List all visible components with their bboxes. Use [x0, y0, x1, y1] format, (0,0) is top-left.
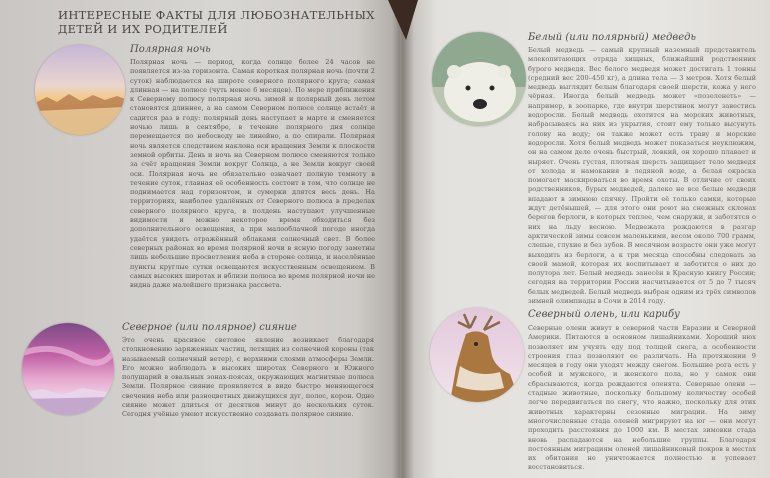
book-gutter: [392, 0, 414, 478]
polar-bear-illustration: [432, 32, 526, 126]
polar-bear-heading: Белый (или полярный) медведь: [528, 32, 696, 43]
aurora-illustration: [22, 323, 114, 415]
page-title: ИНТЕРЕСНЫЕ ФАКТЫ ДЛЯ ЛЮБОЗНАТЕЛЬНЫХ ДЕТЕЙ И ИХ РОДИТЕЛЕЙ: [58, 8, 375, 36]
reindeer-illustration: [430, 308, 524, 402]
aurora-text: Это очень красивое световое явление возникает благодаря столкновению заряженных частиц, летящих из солнечной короны (так называемый солнечный ветер), с верхними слоями атмосферы Земли. Его можно наблюдать в высоких широтах Северного и Южного полушарий в овальных зонах-поясах, окружающих магнитные полюса Земли. Полярное сияние проявляется в виде быстро меняющегося свечения неба или разноцветных движущихся дуг, полос, корон. Одно сияние может длиться от десятков минут до нескольких суток. Сегодня учёные умеют искусственно создавать полярное сияние.: [122, 336, 374, 419]
polar-night-text: Полярная ночь — период, когда солнце более 24 часов не появляется из-за горизонта. Самая короткая полярная ночь (почти 2 суток) наблюдается на широте северного полярного круга; самая длинная — на полюсе (чуть менее 6 месяцев). По мере приближения к Северному полюсу полярная ночь зимой и полярный день летом становятся длиннее, а на самом Северном полюсе солнце встаёт и садится раз в году: полярный день наступает в марте и сменяется ночью лишь в сентябре, в течение полярного дня солнце перемещается по небосводу не линейно, а по спирали. Полярная ночь является следствием наклона оси вращения Земли к плоскости земной орбиты. День и ночь на Северном полюсе сменяются только за счёт вращения Земли вокруг Солнца, а не Земли вокруг своей оси. Полярная ночь не обязательно означает полную темноту в течение суток, главная её особенность состоит в том, что солнце не поднимается над горизонтом, и сумерки длятся весь день. На территориях, наиболее удалённых от Северного полюса в пределах северного полярного круга, в полдень наступают улучшенные видимости и можно некоторое время обходиться без дополнительного освещения, а при малооблачной погоде иногда удаётся увидеть отражённый облаками солнечный свет. В более северных районах во время полярной ночи в ясную погоду заметны лишь небольшие просветления неба в стороне солнца, и населённые пункты круглые сутки освещаются искусственным освещением. В самых высоких широтах и вблизи полюса во время полярной ночи не видна даже малейшего признака рассвета.: [130, 58, 375, 290]
reindeer-heading: Северный олень, или карибу: [528, 309, 680, 320]
reindeer-text: Северные олени живут в северной части Евразии и Северной Америки. Питаются в основном лишайниками. Хороший нюх позволяет им учуять еду под толщей снега, а особенности строения глаз позволяют ее различать. На протяжении 9 месяцев в году они уходят между снегом. Большие рога есть у особей и мужского, и женского пола, но у самок они сбрасываются, когда рождаются оленята. Северные олени — стадные животные, поскольку большому количеству особей легче передвигаться по снегу, что важно, поскольку для этих животных характерны сезонные миграции. На зиму многочисленные стада оленей мигрируют на юг — они могут проходить расстояния до 1000 км. В местах зимовки стада вновь распадаются на небольшие группы. Благодаря постоянным миграциям оленей лишайниковый покров в местах их обитания не уничтожается полностью и успевает восстановиться.: [528, 324, 756, 472]
aurora-heading: Северное (или полярное) сияние: [122, 322, 297, 333]
right-page: [400, 0, 770, 478]
polar-night-illustration: [35, 45, 125, 135]
polar-bear-text: Белый медведь — самый крупный наземный представитель млекопитающих отряда хищных, ближайший родственник бурого медведя. Вес белого медведя может достигать 1 тонны (средний вес 200–450 кг), а длина тела — 3 метров. Хотя белый медведь выглядит белым благодаря своей шерсти, кожа у него чёрная. Иногда белый медведь может «позеленеть» — например, в зоопарке, где внутри шерстинок могут завестись водоросли. Белый медведь охотится на морских животных, набрасываясь на них из укрытия, стоит ему только высунуть голову на воду; он также может есть траву и морские водоросли. Хотя белый медведь может показаться неуклюжим, он на самом деле очень быстрый, ловкий, он хорошо плавает и ныряет. Очень густая, плотная шерсть защищает тело медведя от холода и намокания в ледяной воде, а белая окраска помогает маскироваться во время охоты. В отличие от своих родственников, бурых медведей, далеко не все белые медведи впадают в зимнюю спячку. Пройти её только самки, которые ждут детёнышей, — для этого они роют на снежных склонах берегов берлоги, в которых теплее, чем снаружи, и заботятся о них на льду весною. Медвежата рождаются в разгар арктической зимы совсем маленькими, весом около 700 грамм, слепые, глухие и без зубов. В месячном возрасте они уже могут выходить из берлоги, а к три месяца способны следовать за своей мамой, которая их воспитывает и заботится о них до полутора лет. Белый медведь занесён в Красную книгу России; сегодня на территории России насчитывается от 5 до 7 тысяч белых медведей. Белый медведь выбран одним из трёх символов зимней олимпиады в Сочи в 2014 году.: [528, 46, 756, 306]
polar-night-heading: Полярная ночь: [130, 44, 211, 55]
